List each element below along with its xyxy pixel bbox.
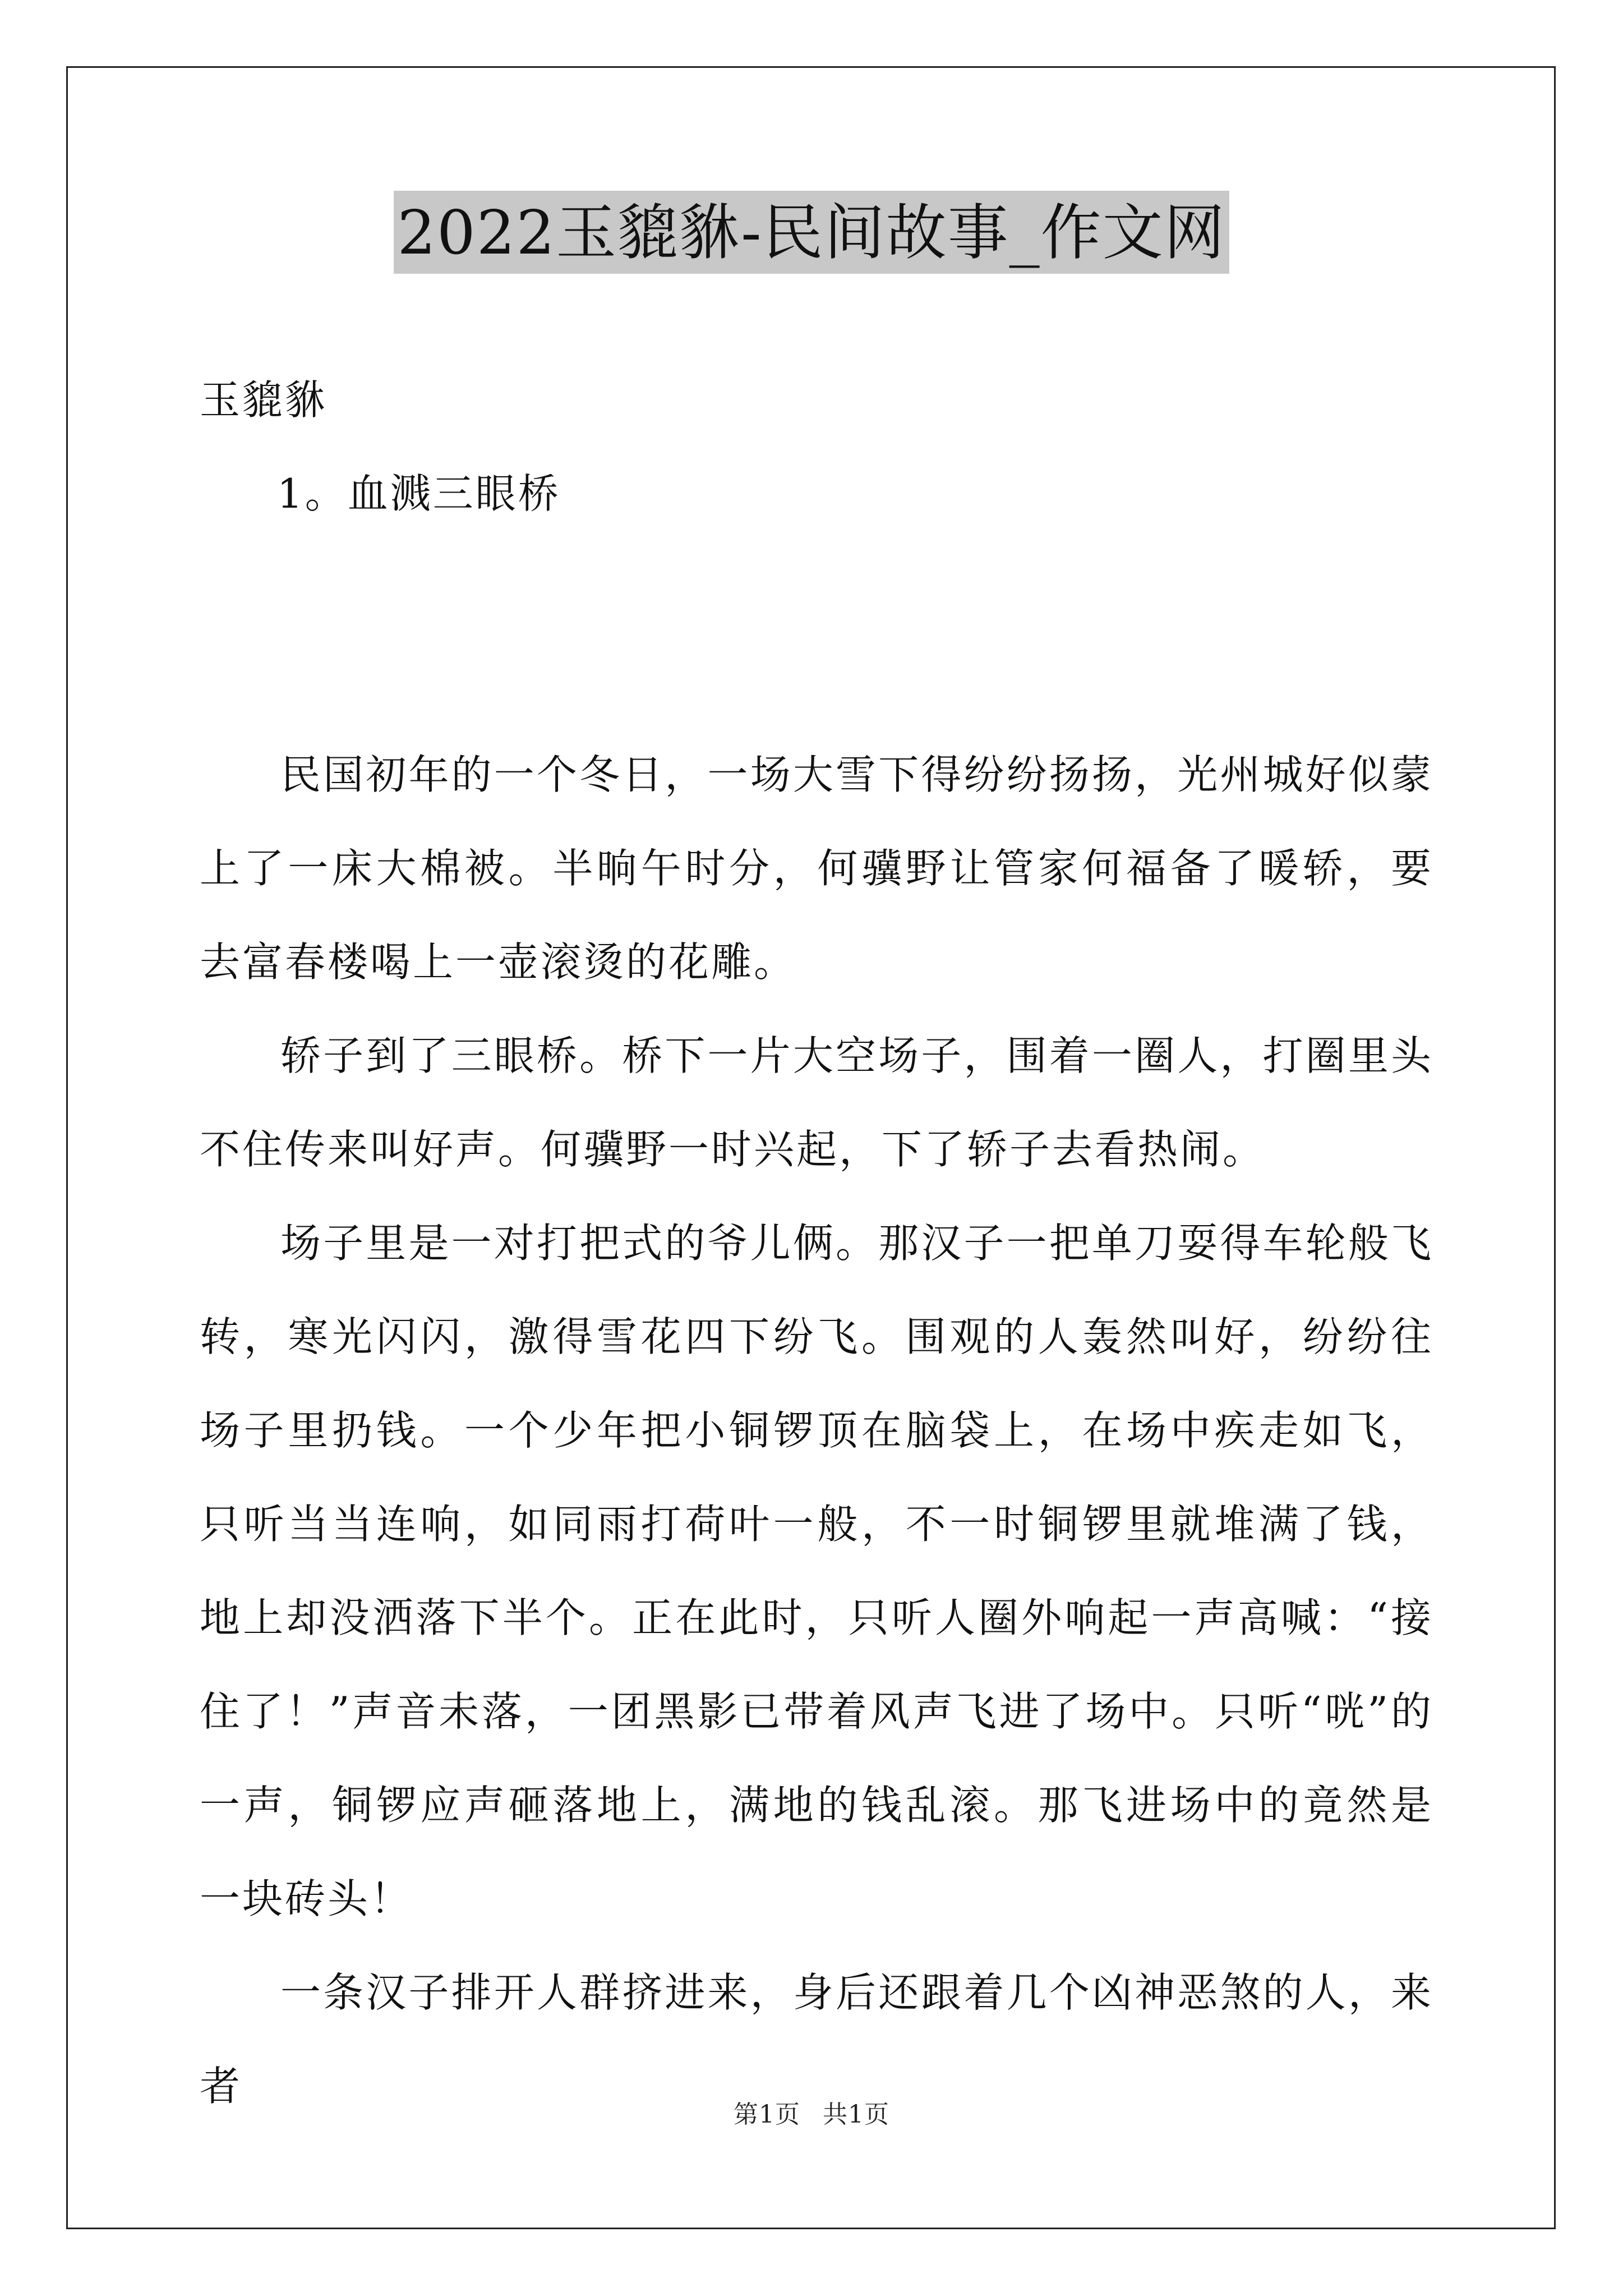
document-subtitle: 玉貔貅 bbox=[200, 376, 328, 424]
paragraph: 一条汉子排开人群挤进来，身后还跟着几个凶神恶煞的人，来者 bbox=[200, 1969, 1433, 2110]
section-heading: 1。血溅三眼桥 bbox=[277, 470, 561, 517]
blank-line bbox=[200, 541, 1433, 728]
page-footer bbox=[0, 2098, 1623, 2132]
paragraph: 场子里是一对打把式的爷儿俩。那汉子一把单刀耍得车轮般飞转，寒光闪闪，激得雪花四下纷飞。围观的人轰然叫好，纷纷往场子里扔钱。一个少年把小铜锣顶在脑袋上，在场中疾走如飞，只听当当连响，如同雨打荷叶一般，不一时铜锣里就堆满了钱，地上却没洒落下半个。正在此时，只听人圈外响起一声高喊：“接住了！”声音未落，一团黑影已带着风声飞进了场中。只听“咣”的一声，铜锣应声砸落地上，满地的钱乱滚。那飞进场中的竟然是一块砖头！ bbox=[200, 1220, 1433, 1922]
paragraph: 民国初年的一个冬日，一场大雪下得纷纷扬扬，光州城好似蒙上了一床大棉被。半晌午时分，何骥野让管家何福备了暖轿，要去富春楼喝上一壶滚烫的花雕。 bbox=[200, 751, 1433, 986]
page-number: 第1页 bbox=[734, 2100, 800, 2129]
title-area bbox=[0, 191, 1623, 274]
page-total: 共1页 bbox=[823, 2100, 889, 2129]
document-title: 2022玉貔貅-民间故事_作文网 bbox=[394, 191, 1229, 274]
paragraph: 轿子到了三眼桥。桥下一片大空场子，围着一圈人，打圈里头不住传来叫好声。何骥野一时兴起，下了轿子去看热闹。 bbox=[200, 1032, 1433, 1173]
document-body bbox=[200, 353, 1433, 2133]
